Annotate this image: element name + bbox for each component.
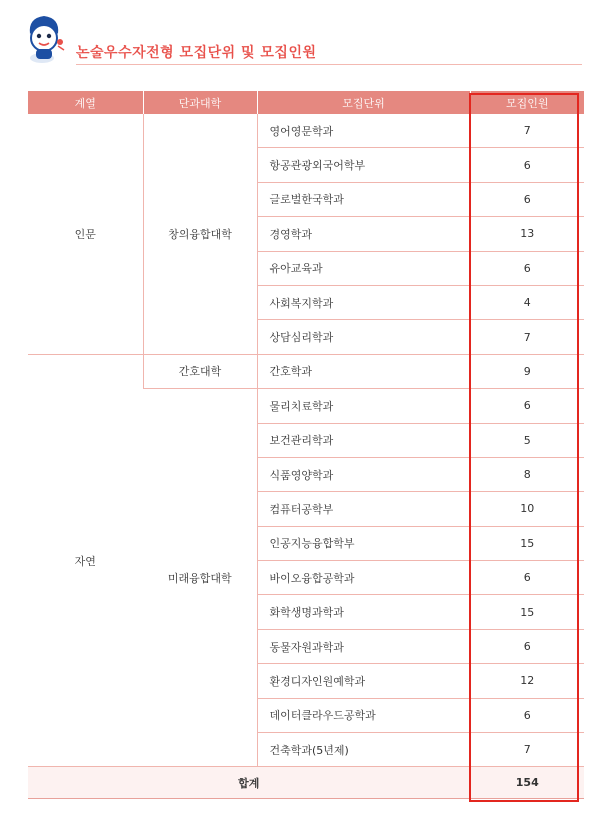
count-cell: 6 — [470, 629, 584, 663]
unit-cell: 보건관리학과 — [257, 423, 470, 457]
count-cell: 15 — [470, 526, 584, 560]
unit-cell: 사회복지학과 — [257, 285, 470, 319]
header-college: 단과대학 — [143, 91, 257, 114]
college-cell: 창의융합대학 — [143, 114, 257, 354]
mascot-character-icon — [22, 12, 68, 66]
unit-cell: 경영학과 — [257, 217, 470, 251]
count-cell: 6 — [470, 698, 584, 732]
count-cell: 6 — [470, 148, 584, 182]
college-cell: 간호대학 — [143, 354, 257, 388]
unit-cell: 화학생명과학과 — [257, 595, 470, 629]
unit-cell: 환경디자인원예학과 — [257, 664, 470, 698]
page-header — [22, 12, 582, 68]
unit-cell: 건축학과(5년제) — [257, 733, 470, 767]
count-cell: 7 — [470, 114, 584, 148]
count-cell: 6 — [470, 389, 584, 423]
field-cell: 인문 — [28, 114, 143, 354]
field-cell: 자연 — [28, 354, 143, 767]
header-count: 모집인원 — [470, 91, 584, 114]
unit-cell: 인공지능융합학부 — [257, 526, 470, 560]
unit-cell: 유아교육과 — [257, 251, 470, 285]
recruitment-table — [28, 91, 584, 799]
unit-cell: 항공관광외국어학부 — [257, 148, 470, 182]
header-field: 계열 — [28, 91, 143, 114]
count-cell: 5 — [470, 423, 584, 457]
count-cell: 6 — [470, 561, 584, 595]
count-cell: 8 — [470, 457, 584, 491]
table-header-row — [28, 91, 584, 114]
unit-cell: 동물자원과학과 — [257, 629, 470, 663]
page-title: 논술우수자전형 모집단위 및 모집인원 — [76, 45, 317, 61]
count-cell: 13 — [470, 217, 584, 251]
unit-cell: 컴퓨터공학부 — [257, 492, 470, 526]
count-cell: 9 — [470, 354, 584, 388]
unit-cell: 상담심리학과 — [257, 320, 470, 354]
unit-cell: 데이터클라우드공학과 — [257, 698, 470, 732]
count-cell: 6 — [470, 182, 584, 216]
unit-cell: 영어영문학과 — [257, 114, 470, 148]
count-cell: 12 — [470, 664, 584, 698]
count-cell: 7 — [470, 320, 584, 354]
unit-cell: 간호학과 — [257, 354, 470, 388]
college-cell: 미래융합대학 — [143, 389, 257, 767]
unit-cell: 물리치료학과 — [257, 389, 470, 423]
unit-cell: 글로벌한국학과 — [257, 182, 470, 216]
count-cell: 6 — [470, 251, 584, 285]
table-row — [28, 114, 584, 148]
total-row — [28, 767, 584, 799]
count-cell: 10 — [470, 492, 584, 526]
unit-cell: 바이오융합공학과 — [257, 561, 470, 595]
count-cell: 7 — [470, 733, 584, 767]
total-label: 합계 — [28, 767, 470, 799]
table-row — [28, 354, 584, 388]
title-underline — [76, 64, 582, 65]
total-value: 154 — [470, 767, 584, 799]
header-unit: 모집단위 — [257, 91, 470, 114]
unit-cell: 식품영양학과 — [257, 457, 470, 491]
count-cell: 4 — [470, 285, 584, 319]
count-cell: 15 — [470, 595, 584, 629]
